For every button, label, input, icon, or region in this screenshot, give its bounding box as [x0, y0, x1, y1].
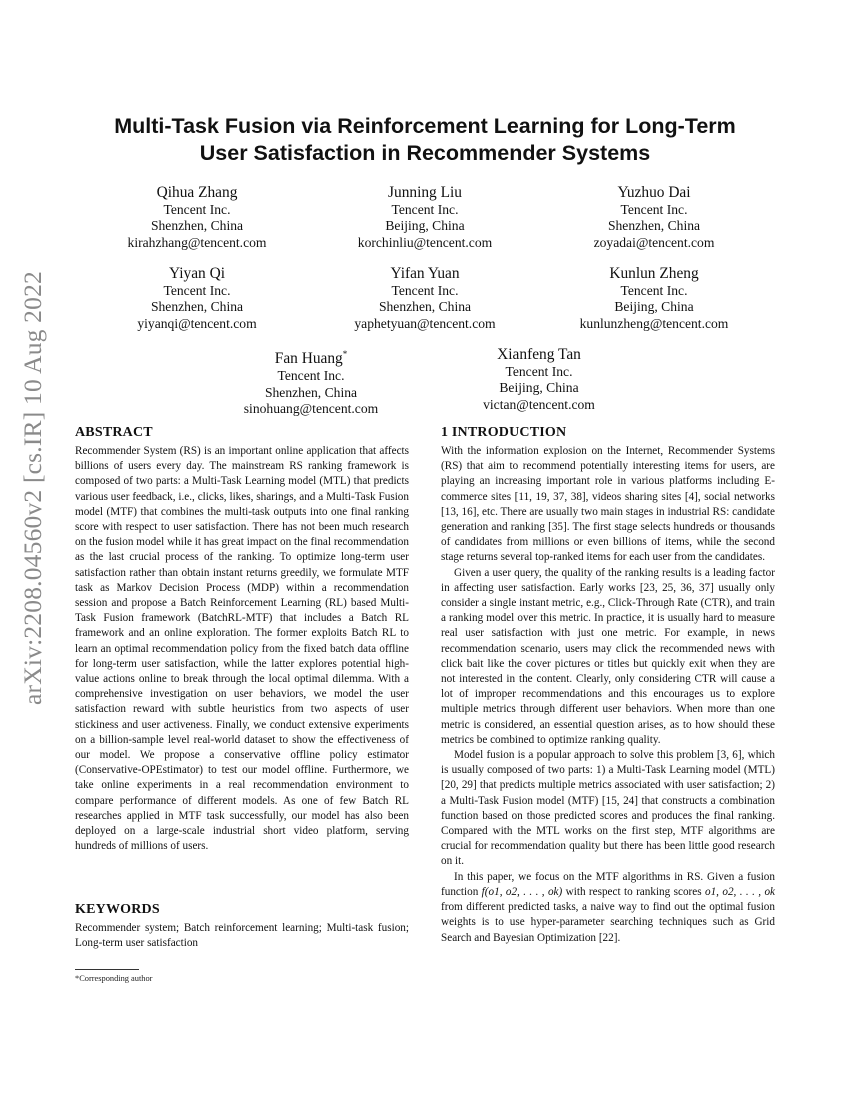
author-email: kunlunzheng@tencent.com: [579, 315, 729, 331]
footnote-corresponding-author: *Corresponding author: [75, 974, 153, 983]
author-affiliation: Tencent Inc.: [163, 283, 231, 298]
title-line-1: Multi-Task Fusion via Reinforcement Learning for Long-Term: [114, 114, 736, 138]
fusion-function-formula: f(o1, o2, . . . , ok): [481, 885, 563, 898]
author-location: Shenzhen, China: [264, 384, 358, 400]
author-email: yiyanqi@tencent.com: [137, 315, 257, 331]
arxiv-identifier-stamp: [6, 271, 60, 705]
author-location: Beijing, China: [499, 380, 579, 396]
author-name: Kunlun Zheng: [609, 265, 699, 282]
corresponding-author-mark: *: [342, 349, 348, 359]
author-affiliation: Tencent Inc.: [620, 202, 688, 217]
abstract-heading: ABSTRACT: [75, 425, 153, 440]
author-affiliation: Tencent Inc.: [620, 283, 688, 298]
author-name: Junning Liu: [388, 184, 462, 201]
author-name: Qihua Zhang: [156, 184, 238, 201]
intro-paragraph-4: In this paper, we focus on the MTF algorithms in RS. Given a fusion function f(o1, o2, . . . , ok) with respect to ranking scores o1, o2, . . . , ok from different predicted tasks, a naive way to find out the optimal fusion weights is to use hyper-parameter searching techniques such as Grid Search and Bayesian Optimization [22].: [441, 870, 776, 944]
author-location: Shenzhen, China: [150, 299, 244, 315]
author-block: [82, 183, 312, 251]
author-affiliation: Tencent Inc.: [277, 368, 345, 384]
author-block: [310, 264, 540, 332]
title-line-2: User Satisfaction in Recommender Systems: [199, 141, 651, 165]
author-affiliation: Tencent Inc.: [163, 202, 231, 217]
ranking-scores-formula: o1, o2, . . . , ok: [704, 885, 776, 898]
author-email: victan@tencent.com: [483, 396, 595, 412]
keywords-paragraph: Recommender system; Batch reinforcement learning; Multi-task fusion; Long-term user satisfaction: [75, 922, 409, 950]
author-block: [82, 264, 312, 332]
paper-title: [70, 113, 780, 167]
author-location: Shenzhen, China: [607, 218, 701, 234]
author-email: korchinliu@tencent.com: [357, 234, 493, 250]
author-location: Shenzhen, China: [150, 218, 244, 234]
keywords-heading: KEYWORDS: [75, 902, 160, 917]
author-email: sinohuang@tencent.com: [243, 400, 379, 416]
author-affiliation: Tencent Inc.: [391, 283, 459, 298]
author-name: Yiyan Qi: [168, 265, 225, 282]
intro-paragraph-3: Model fusion is a popular approach to solve this problem [3, 6], which is usually composed of two parts: 1) a Multi-Task Learning model (MTL) [20, 29] that predicts multiple metrics associated with user satisfaction; 2) a Multi-Task Fusion model (MTF) [15, 24] that constructs a combination function based on those predicted scores and produces the final ranking. Compared with the MTL works on the first step, MTF algorithms are crucial for recommendation quality but there has been little good research on it.: [441, 749, 775, 868]
footnote-divider: [75, 969, 139, 970]
abstract-paragraph: Recommender System (RS) is an important online application that affects billions of users every day. The mainstream RS ranking framework is composed of two parts: a Multi-Task Learning model (MTL) that predicts various user feedback, i.e., clicks, likes, sharings, and a Multi-Task Fusion model (MTF) that combines the multi-task outputs into one final ranking score with respect to user satisfaction. There has not been much research on the fusion model while it has great impact on the final recommendation as the last crucial process of the ranking. To optimize long-term user satisfaction rather than obtain instant returns greedily, we formulate MTF task as Markov Decision Process (MDP) within a recommendation session and propose a Batch Reinforcement Learning (RL) based Multi-Task Fusion framework (BatchRL-MTF) that includes a Batch RL framework and an online exploration. The former exploits Batch RL to learn an optimal recommendation policy from the fixed batch data offline for long-term user satisfaction, while the latter explores potential high-value actions online to break through the local optimal dilemma. With a comprehensive investigation on user behaviors, we model the user satisfaction reward with subtle heuristics from two aspects of user stickiness and user activeness. Finally, we conduct extensive experiments on a billion-sample level real-world dataset to show the effectiveness of our model. We propose a conservative offline policy estimator (Conservative-OPEstimator) to test our model offline. Furthermore, we take online experiments in a real recommendation environment to compare performance of different models. As one of few Batch RL researches applied in MTF task successfully, our model has also been deployed on a large-scale industrial short video platform, serving hundreds of millions of users.: [75, 445, 409, 853]
author-block: [424, 345, 654, 413]
author-name: Yuzhuo Dai: [617, 184, 691, 201]
author-affiliation: Tencent Inc.: [505, 364, 573, 379]
keywords-body: [75, 921, 409, 951]
author-name: Xianfeng Tan: [497, 346, 581, 363]
introduction-heading: 1 INTRODUCTION: [441, 425, 567, 440]
author-location: Beijing, China: [614, 299, 694, 315]
author-block: [310, 183, 540, 251]
author-location: Beijing, China: [385, 218, 465, 234]
author-name: Yifan Yuan: [390, 265, 460, 282]
author-email: zoyadai@tencent.com: [593, 234, 715, 250]
introduction-body: [441, 444, 775, 946]
author-affiliation: Tencent Inc.: [391, 202, 459, 217]
arxiv-id-text: arXiv:2208.04560v2 [cs.IR] 10 Aug 2022: [18, 271, 48, 705]
abstract-body: [75, 444, 409, 854]
author-email: yaphetyuan@tencent.com: [354, 315, 496, 331]
author-location: Shenzhen, China: [378, 299, 472, 315]
author-block: [539, 183, 769, 251]
author-block: [539, 264, 769, 332]
intro-paragraph-2: Given a user query, the quality of the ranking results is a leading factor in affecting user satisfaction. Early works [23, 25, 36, 37] usually only consider a single instant metric, e.g., Click-Through Rate (CTR), and train a ranking model over this metric. In practice, it is usually hard to measure real user satisfaction with just one metric. For example, in news recommendation scenario, users may click the recommended news with click bait like the cover pictures or titles but quickly exit when they are not interested in the content. Clearly, only considering CTR will cause a lot of improper recommendations and this encourages us to explore multiple metrics through different user behaviors. When more than one metric is considered, an essential question arises, as to how should these metrics be combined to optimize ranking quality.: [441, 566, 775, 746]
author-name: Fan Huang*: [274, 349, 348, 368]
author-block: [196, 345, 426, 417]
author-email: kirahzhang@tencent.com: [127, 234, 267, 250]
intro-paragraph-1: With the information explosion on the Internet, Recommender Systems (RS) that aim to recommend potentially interesting items for users, are playing an increasing important role in various platforms including E-commerce sites [11, 19, 37, 38], videos sharing sites [4], social networks [13, 16], etc. There are usually two main stages in industrial RS: candidate generation and ranking [35]. The first stage selects hundreds or thousands of candidates from millions or even billions of items, while the second stage returns several top-ranked items for each user from the candidates.: [441, 445, 775, 564]
